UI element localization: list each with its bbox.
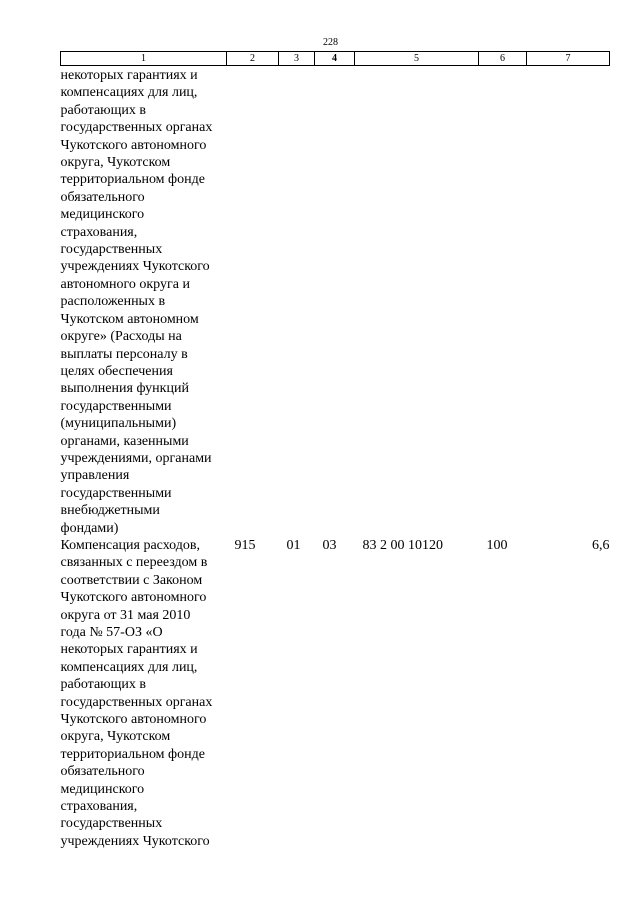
row-1-col-5 <box>355 66 479 537</box>
page-number: 228 <box>323 37 338 48</box>
name-line: компенсациях для лиц, <box>60 659 198 675</box>
name-line: некоторых гарантиях и <box>60 642 198 658</box>
name-line: обязательного <box>60 764 145 780</box>
header-cell-6: 6 <box>479 52 527 66</box>
name-line: Чукотского автономного <box>60 712 207 728</box>
budget-table <box>60 51 610 850</box>
name-line: работающих в <box>60 102 146 118</box>
name-line: государственными <box>60 485 172 501</box>
name-line: Чукотского автономного <box>60 590 207 606</box>
name-line: государственных органах <box>60 120 213 136</box>
row-2-col-2: 915 <box>234 537 256 553</box>
name-line: фондами) <box>60 520 119 536</box>
name-line: учреждениями, органами <box>60 450 212 466</box>
row-1-col-3 <box>279 66 315 537</box>
name-line: страхования, <box>60 224 138 240</box>
name-line: учреждениях Чукотского <box>60 259 210 275</box>
table-header-row <box>61 52 610 66</box>
name-line: (муниципальными) <box>60 416 177 432</box>
row-2-col-4: 03 <box>322 537 337 553</box>
header-cell-1: 1 <box>61 52 227 66</box>
name-line: органами, казенными <box>60 433 189 449</box>
name-line: Чукотском автономном <box>60 311 199 327</box>
name-line: медицинского <box>60 207 145 223</box>
row-1-name <box>61 66 227 537</box>
row-1-col-7 <box>527 66 610 537</box>
name-line: Чукотского автономного <box>60 137 207 153</box>
name-line: территориальном фонде <box>60 746 205 762</box>
table-row <box>61 537 610 850</box>
name-line: работающих в <box>60 677 146 693</box>
row-2-col-3: 01 <box>286 537 301 553</box>
row-2-col-6: 100 <box>486 537 508 553</box>
name-line: Компенсация расходов, <box>60 537 200 553</box>
header-cell-4: 4 <box>315 52 355 66</box>
row-2-col-7: 6,6 <box>592 537 610 553</box>
name-line: года № 57-ОЗ «О <box>60 625 163 640</box>
name-line: автономного округа и <box>60 276 190 292</box>
name-line: связанных с переездом в <box>60 555 208 571</box>
name-line: выполнения функций <box>60 381 189 397</box>
name-line: компенсациях для лиц, <box>60 85 198 101</box>
row-2-name <box>61 537 227 850</box>
name-line: внебюджетными <box>60 503 160 519</box>
name-line: некоторых гарантиях и <box>60 68 198 83</box>
name-line: округа, Чукотском <box>60 729 171 745</box>
name-line: государственных <box>60 242 163 258</box>
row-2-col-5: 83 2 00 10120 <box>362 537 443 553</box>
name-line: страхования, <box>60 799 138 815</box>
name-line: государственных органах <box>60 694 213 710</box>
table-row <box>61 66 610 537</box>
name-line: округа от 31 мая 2010 <box>60 607 191 623</box>
name-line: округа, Чукотском <box>60 155 171 171</box>
header-cell-7: 7 <box>527 52 610 66</box>
row-1-col-6 <box>479 66 527 537</box>
name-line: обязательного <box>60 189 145 205</box>
row-1-col-4 <box>315 66 355 537</box>
header-cell-5: 5 <box>355 52 479 66</box>
name-line: соответствии с Законом <box>60 572 203 588</box>
name-line: территориальном фонде <box>60 172 205 188</box>
header-cell-2: 2 <box>227 52 279 66</box>
name-line: государственных <box>60 816 163 832</box>
name-line: медицинского <box>60 781 145 797</box>
row-1-col-2 <box>227 66 279 537</box>
name-line: расположенных в <box>60 294 166 310</box>
name-line: выплаты персоналу в <box>60 346 188 362</box>
name-line: учреждениях Чукотского <box>60 833 210 849</box>
name-line: государственными <box>60 398 172 414</box>
header-cell-3: 3 <box>279 52 315 66</box>
name-line: целях обеспечения <box>60 363 173 379</box>
name-line: округе» (Расходы на <box>60 329 182 345</box>
name-line: управления <box>60 468 130 484</box>
